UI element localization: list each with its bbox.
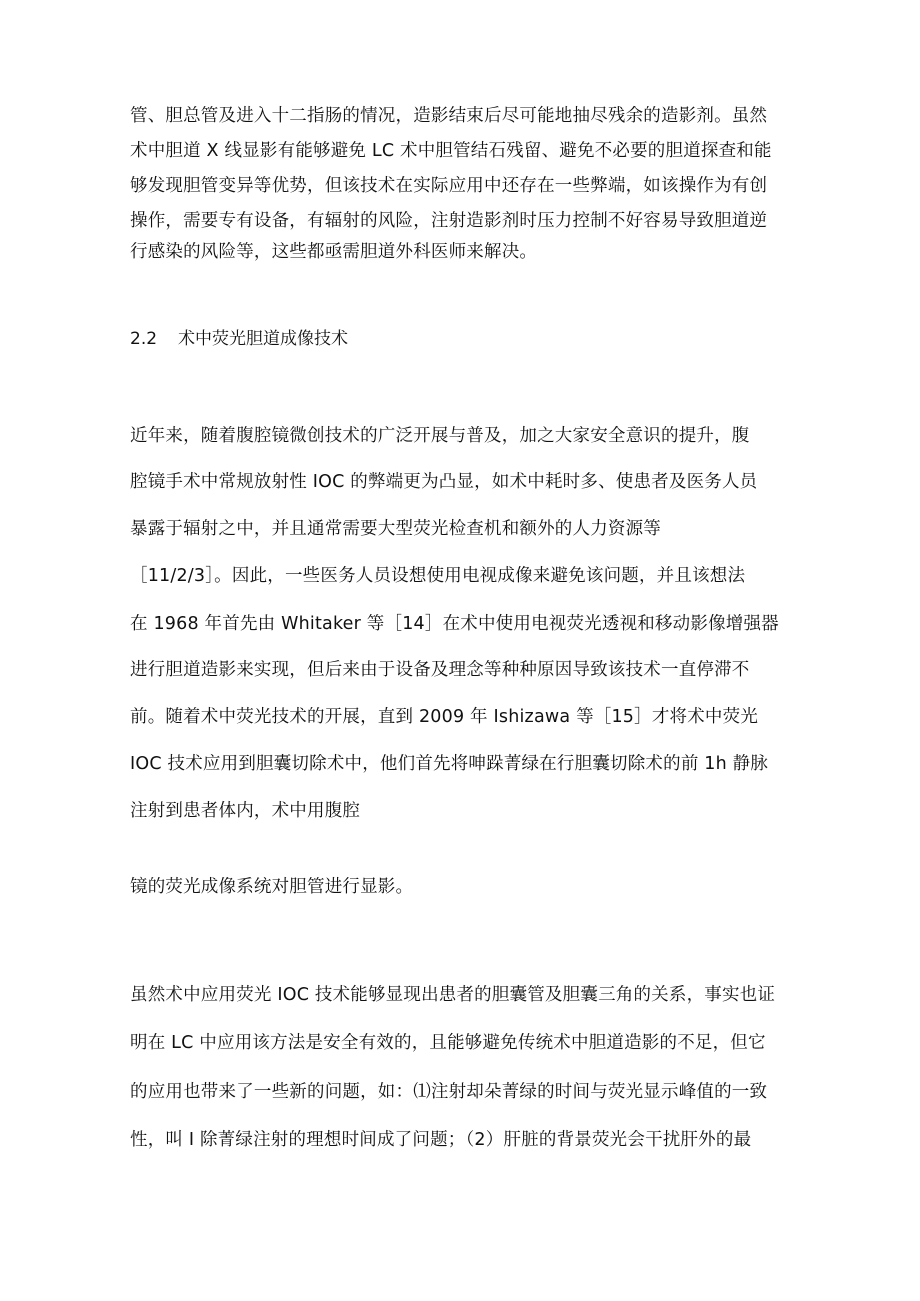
text-line: 明在 LC 中应用该方法是安全有效的，且能够避免传统术中胆道造影的不足，但它 (130, 1033, 766, 1053)
text-line: 近年来，随着腹腔镜微创技术的广泛开展与普及，加之大家安全意识的提升，腹 (130, 426, 750, 446)
text-line: 行感染的风险等，这些都亟需胆道外科医师来解决。 (130, 242, 538, 262)
section-heading (130, 327, 348, 351)
text-line: 虽然术中应用荧光 IOC 技术能够显现出患者的胆囊管及胆囊三角的关系，事实也证 (130, 985, 776, 1005)
text-line: 前。随着术中荧光技术的开展，直到 2009 年 Ishizawa 等［15］才将术中荧光 (130, 707, 759, 727)
text-line: 腔镜手术中常规放射性 IOC 的弊端更为凸显，如术中耗时多、使患者及医务人员 (130, 472, 758, 492)
text-line: 暴露于辐射之中，并且通常需要大型荧光检查机和额外的人力资源等 (130, 519, 661, 539)
section-title: 术中荧光胆道成像技术 (178, 329, 348, 349)
text-line: 操作，需要专有设备，有辐射的风险，注射造影剂时压力控制不好容易导致胆道逆 (130, 211, 768, 231)
text-line: 够发现胆管变异等优势，但该技术在实际应用中还存在一些弊端，如该操作为有创 (130, 176, 768, 196)
section-number: 2.2 (130, 329, 158, 349)
text-line: 术中胆道 X 线显影有能够避免 LC 术中胆管结石残留、避免不必要的胆道探查和能 (130, 141, 772, 161)
text-line: 镜的荧光成像系统对胆管进行显影。 (130, 877, 414, 897)
text-line: 进行胆道造影来实现，但后来由于设备及理念等种种原因导致该技术一直停滞不 (130, 660, 750, 680)
text-line: 在 1968 年首先由 Whitaker 等［14］在术中使用电视荧光透视和移动影像增强器 (130, 614, 779, 634)
text-line: 的应用也带来了一些新的问题，如：⑴注射却朵菁绿的时间与荧光显示峰值的一致 (130, 1082, 768, 1102)
text-line: 管、胆总管及进入十二指肠的情况，造影结束后尽可能地抽尽残余的造影剂。虽然 (130, 106, 768, 126)
text-line: 性，叫 I 除菁绿注射的理想时间成了问题；（2）肝脏的背景荧光会干扰肝外的最 (130, 1130, 752, 1150)
text-line: IOC 技术应用到胆囊切除术中，他们首先将呻跺菁绿在行胆囊切除术的前 1h 静脉 (130, 754, 769, 774)
text-line: 注射到患者体内，术中用腹腔 (130, 801, 361, 821)
text-line: ［11/2/3］。因此，一些医务人员设想使用电视成像来避免该问题，并且该想法 (130, 566, 746, 586)
